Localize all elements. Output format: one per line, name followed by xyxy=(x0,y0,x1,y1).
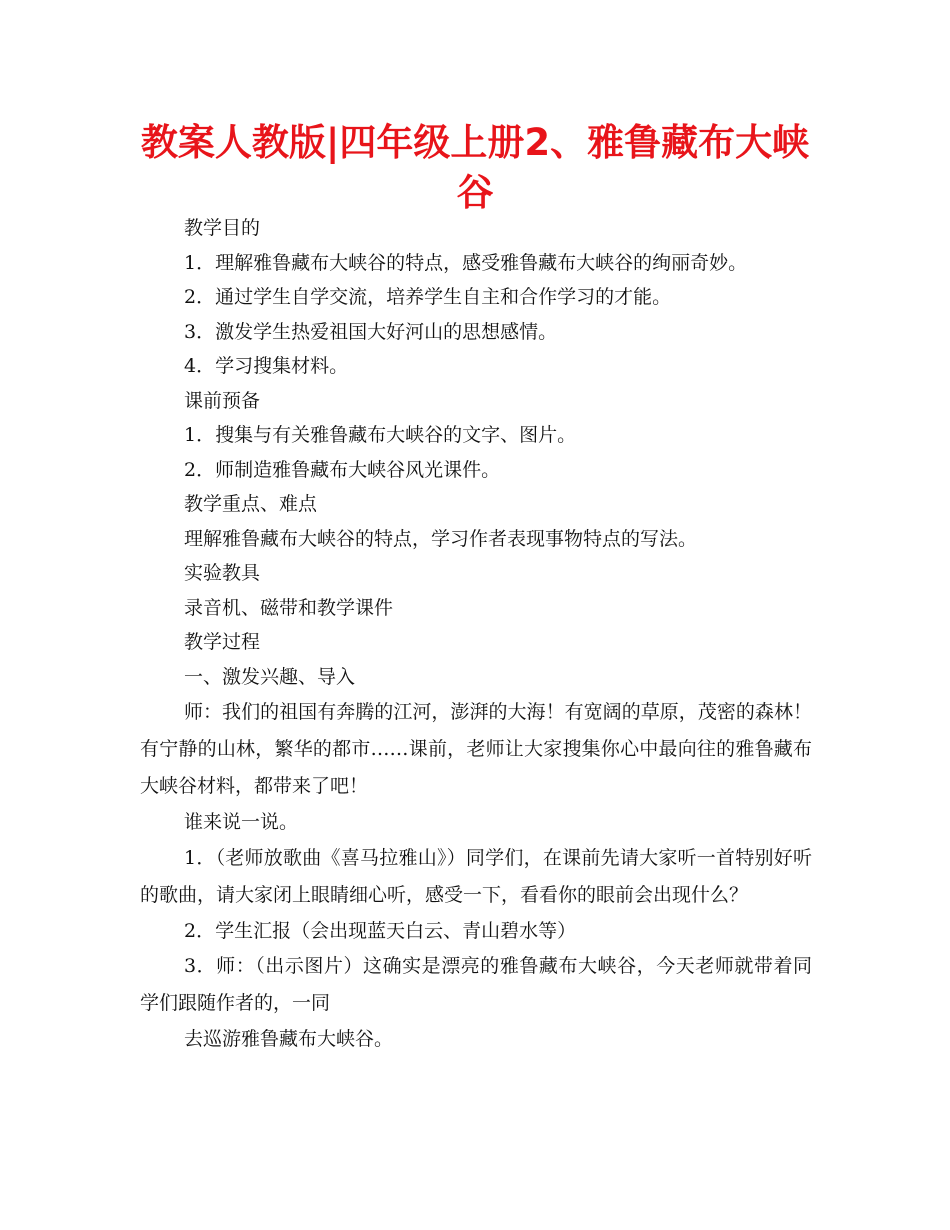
section-heading-preparation: 课前预备 xyxy=(184,389,261,412)
document-title: 教案人教版|四年级上册2、雅鲁藏布大峡谷 xyxy=(140,121,810,214)
preparation-item: 1．搜集与有关雅鲁藏布大峡谷的文字、图片。 xyxy=(184,424,577,446)
report-line: 2．学生汇报（会出现蓝天白云、青山碧水等） xyxy=(184,919,577,942)
song-paragraph: 1．（老师放歌曲《喜马拉雅山》）同学们，在课前先请大家听一首特别好听的歌曲，请大家闭上眼睛细心听，感受一下，看看你的眼前会出现什么？ xyxy=(140,846,812,906)
objective-item: 1．理解雅鲁藏布大峡谷的特点，感受雅鲁藏布大峡谷的绚丽奇妙。 xyxy=(184,251,748,274)
section-heading-objectives: 教学目的 xyxy=(184,217,261,239)
key-points-text: 理解雅鲁藏布大峡谷的特点，学习作者表现事物特点的写法。 xyxy=(184,527,698,550)
picture-paragraph: 3．师：（出示图片）这确实是漂亮的雅鲁藏布大峡谷，今天老师就带着同学们跟随作者的，一同 xyxy=(140,955,812,1014)
objective-item: 2．通过学生自学交流，培养学生自主和合作学习的才能。 xyxy=(184,286,672,308)
tour-line: 去巡游雅鲁藏布大峡谷。 xyxy=(184,1028,394,1050)
tools-text: 录音机、磁带和教学课件 xyxy=(184,596,394,619)
teacher-intro-paragraph: 师：我们的祖国有奔腾的江河，澎湃的大海！有宽阔的草原，茂密的森林！有宁静的山林，繁华的都市……课前，老师让大家搜集你心中最向往的雅鲁藏布大峡谷材料，都带来了吧！ xyxy=(140,701,812,797)
process-step-heading: 一、激发兴趣、导入 xyxy=(184,665,356,688)
section-heading-process: 教学过程 xyxy=(184,631,261,653)
section-heading-tools: 实验教具 xyxy=(184,562,261,584)
prompt-line: 谁来说一说。 xyxy=(184,811,299,833)
objective-item: 4．学习搜集材料。 xyxy=(184,355,349,377)
section-heading-key-points: 教学重点、难点 xyxy=(184,493,318,515)
objective-item: 3．激发学生热爱祖国大好河山的思想感情。 xyxy=(184,320,558,343)
preparation-item: 2．师制造雅鲁藏布大峡谷风光课件。 xyxy=(184,458,501,481)
document-body xyxy=(140,211,812,1057)
